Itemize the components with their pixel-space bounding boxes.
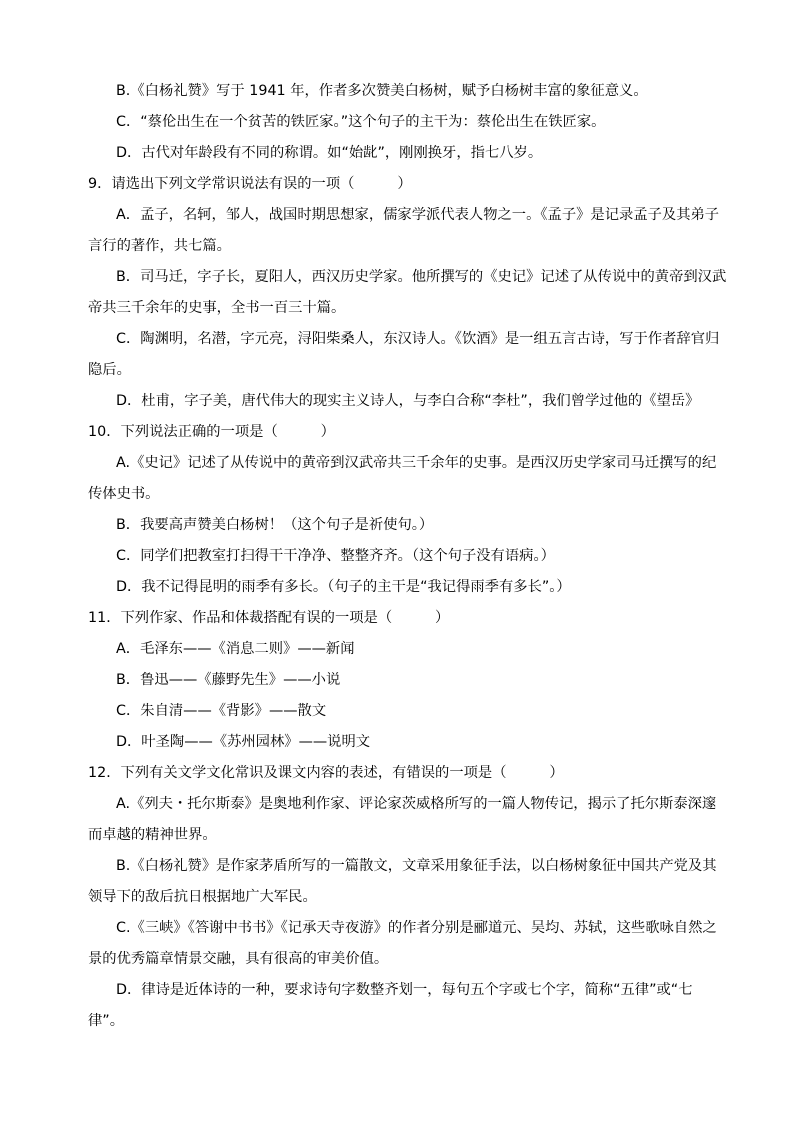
q11-option-b: B．鲁迅——《藤野先生》——小说 [116,672,341,688]
q10-option-a: A.《史记》记述了从传说中的黄帝到汉武帝共三千余年的史事。是西汉历史学家司马迁撰写的纪 [116,455,717,471]
q10-option-d: D．我不记得昆明的雨季有多长。（句子的主干是“我记得雨季有多长”。） [116,579,571,595]
q9-stem: 9．请选出下列文学常识说法有误的一项（ ） [88,176,412,192]
q11-option-a: A．毛泽东——《消息二则》——新闻 [116,641,355,657]
q12-option-d: D．律诗是近体诗的一种，要求诗句字数整齐划一，每句五个字或七个字，简称“五律”或“七 [116,982,693,998]
q11-option-d: D．叶圣陶——《苏州园林》——说明文 [116,734,371,750]
q9-option-b-cont: 帝共三千余年的史事，全书一百三十篇。 [88,300,346,316]
q12-option-c-cont: 景的优秀篇章情景交融，具有很高的审美价值。 [88,951,389,967]
q12-option-b-cont: 领导下的敌后抗日根据地广大军民。 [88,889,317,905]
q12-option-a: A.《列夫・托尔斯泰》是奥地利作家、评论家茨威格所写的一篇人物传记，揭示了托尔斯泰深邃 [116,796,717,812]
q8-option-b: B.《白杨礼赞》写于 1941 年，作者多次赞美白杨树，赋予白杨树丰富的象征意义。 [116,83,648,99]
q9-option-a-cont: 言行的著作，共七篇。 [88,238,231,254]
q8-option-d: D．古代对年龄段有不同的称谓。如“始龀”，刚刚换牙，指七八岁。 [116,145,543,161]
q9-option-a: A．孟子，名轲，邹人，战国时期思想家，儒家学派代表人物之一。《孟子》是记录孟子及其弟子 [116,207,720,223]
q11-stem: 11．下列作家、作品和体裁搭配有误的一项是（ ） [88,610,450,626]
q12-option-c: C.《三峡》《答谢中书书》《记承天寺夜游》的作者分别是郦道元、吴均、苏轼，这些歌咏自然之 [116,920,717,936]
q11-option-c: C．朱自清——《背影》——散文 [116,703,327,719]
q9-option-d: D．杜甫，字子美，唐代伟大的现实主义诗人，与李白合称“李杜”，我们曾学过他的《望岳》 [116,393,700,409]
q9-option-c-cont: 隐后。 [88,362,131,378]
q10-option-c: C．同学们把教室打扫得干干净净、整整齐齐。（这个句子没有语病。） [116,548,555,564]
q10-option-a-cont: 传体史书。 [88,486,160,502]
q12-stem: 12．下列有关文学文化常识及课文内容的表述，有错误的一项是（ ） [88,765,564,781]
q10-option-b: B．我要高声赞美白杨树！（这个句子是祈使句。） [116,517,434,533]
q8-option-c: C．“蔡伦出生在一个贫苦的铁匠家。”这个句子的主干为：蔡伦出生在铁匠家。 [116,114,606,130]
q9-option-b: B．司马迁，字子长，夏阳人，西汉历史学家。他所撰写的《史记》记述了从传说中的黄帝到汉武 [116,269,727,285]
q12-option-b: B.《白杨礼赞》是作家茅盾所写的一篇散文，文章采用象征手法，以白杨树象征中国共产党及其 [116,858,717,874]
q12-option-d-cont: 律”。 [88,1013,125,1029]
q10-stem: 10．下列说法正确的一项是（ ） [88,424,335,440]
q12-option-a-cont: 而卓越的精神世界。 [88,827,217,843]
q9-option-c: C．陶渊明，名潜，字元亮，浔阳柴桑人，东汉诗人。《饮酒》是一组五言古诗，写于作者辞官归 [116,331,720,347]
